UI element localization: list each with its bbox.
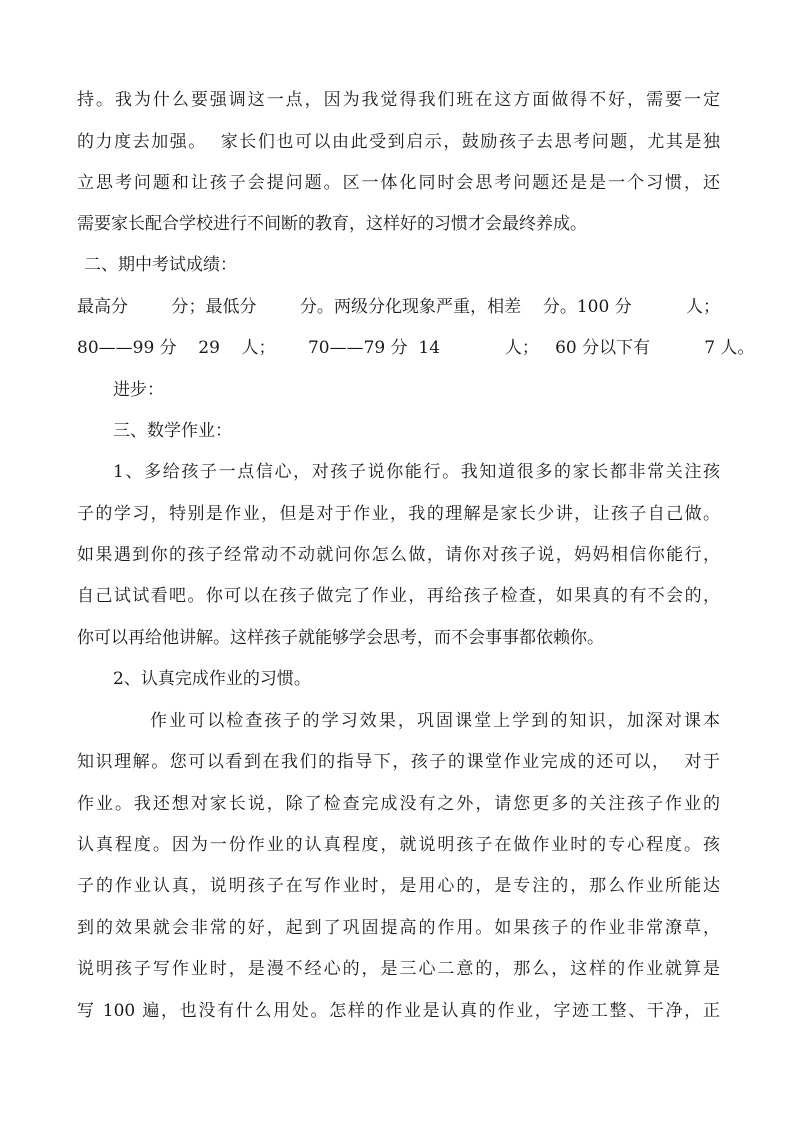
- paragraph-line: 立思考问题和让孩子会提问题。区一体化同时会思考问题还是是一个习惯，还: [77, 173, 720, 193]
- scores-line: 最高分 分；最低分 分。两级分化现象严重，相差 分。100 分 人；: [77, 297, 720, 317]
- section-heading: 二、期中考试成绩：: [84, 255, 237, 275]
- paragraph-line: 认真程度。因为一份作业的认真程度，就说明孩子在做作业时的专心程度。孩: [77, 835, 720, 855]
- paragraph-line: 知识理解。您可以看到在我们的指导下，孩子的课堂作业完成的还可以， 对于: [77, 752, 720, 772]
- paragraph-line: 1、多给孩子一点信心，对孩子说你能行。我知道很多的家长都非常关注孩: [113, 462, 720, 482]
- scores-line: 80——99 分 29 人； 70——79 分 14 人； 60 分以下有 7 人。: [77, 338, 755, 358]
- paragraph-line: 作业。我还想对家长说，除了检查完成没有之外，请您更多的关注孩子作业的: [77, 794, 720, 814]
- progress-label: 进步：: [113, 380, 164, 400]
- paragraph-line: 作业可以检查孩子的学习效果，巩固课堂上学到的知识，加深对课本: [150, 711, 720, 731]
- paragraph-line: 持。我为什么要强调这一点，因为我觉得我们班在这方面做得不好，需要一定: [77, 90, 720, 110]
- paragraph-line: 你可以再给他讲解。这样孩子就能够学会思考，而不会事事都依赖你。: [77, 628, 604, 648]
- paragraph-line: 说明孩子写作业时，是漫不经心的，是三心二意的，那么，这样的作业就算是: [77, 959, 720, 979]
- section-heading: 三、数学作业：: [113, 421, 232, 441]
- paragraph-line: 自己试试看吧。你可以在孩子做完了作业，再给孩子检查，如果真的有不会的，: [77, 586, 720, 606]
- paragraph-line: 到的效果就会非常的好，起到了巩固提高的作用。如果孩子的作业非常潦草，: [77, 918, 720, 938]
- paragraph-line: 需要家长配合学校进行不间断的教育，这样好的习惯才会最终养成。: [77, 214, 587, 234]
- paragraph-line: 的力度去加强。 家长们也可以由此受到启示，鼓励孩子去思考问题，尤其是独: [77, 132, 720, 152]
- paragraph-line: 子的作业认真，说明孩子在写作业时，是用心的，是专注的，那么作业所能达: [77, 876, 720, 896]
- list-item-heading: 2、认真完成作业的习惯。: [113, 669, 311, 689]
- paragraph-line: 子的学习，特别是作业，但是对于作业，我的理解是家长少讲，让孩子自己做。: [77, 504, 720, 524]
- paragraph-line: 写 100 遍，也没有什么用处。怎样的作业是认真的作业，字迹工整、干净，正: [77, 1001, 720, 1021]
- paragraph-line: 如果遇到你的孩子经常动不动就问你怎么做，请你对孩子说，妈妈相信你能行，: [77, 545, 720, 565]
